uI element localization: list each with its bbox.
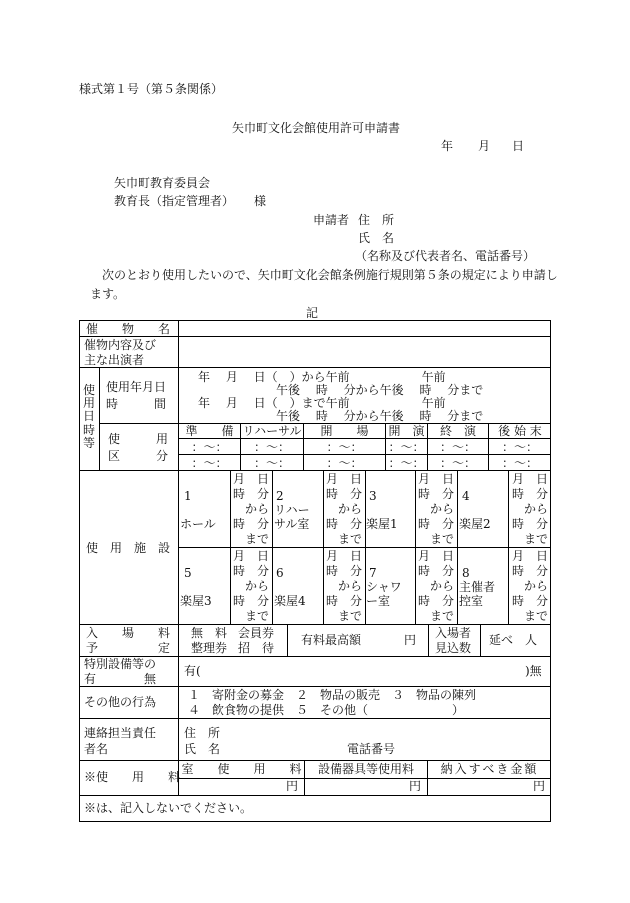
admission-total-persons: 延べ 人 (489, 633, 538, 647)
facility-1-name: ホール (180, 517, 216, 531)
admission-free: 無 料 (191, 626, 228, 640)
facility-3-time-1: 時 分 (417, 487, 454, 501)
label-admission-2: 予 定 (86, 641, 171, 655)
contact-phone: 電話番号 (347, 742, 396, 756)
table-note: ※は、記入しないでください。 (84, 801, 253, 815)
date-month: 月 (478, 139, 491, 153)
fee-room: 室 使 用 料 (181, 762, 302, 776)
facility-7-name-2: ー室 (366, 594, 391, 608)
facility-8-md-1: 月 日 (511, 549, 548, 563)
facility-6-time-1: 時 分 (325, 564, 362, 578)
ki-mark: 記 (306, 306, 319, 320)
fee-room-yen: 円 (286, 779, 299, 793)
facility-5-num: 5 (184, 566, 192, 580)
facility-3-md-1: 月 日 (417, 472, 454, 486)
facility-2-name-2: サル室 (274, 517, 310, 531)
contact-address: 住 所 (184, 726, 221, 740)
facility-6-name: 楽屋4 (274, 594, 306, 608)
facility-5-from: から (244, 579, 269, 593)
applicant-address: 住 所 (358, 213, 395, 227)
facility-8-name-1: 主催者 (459, 580, 496, 594)
facility-4-md-1: 月 日 (511, 472, 548, 486)
facility-1-until: まで (244, 532, 269, 546)
date-day: 日 (512, 139, 525, 153)
facility-8-time-1: 時 分 (511, 564, 548, 578)
other-line-1: １ 寄附金の募金 ２ 物品の販売 ３ 物品の陳列 (188, 688, 477, 702)
label-special-2: 有 無 (84, 672, 157, 686)
facility-2-num: 2 (276, 489, 284, 503)
time-end-2: ：～： (439, 456, 476, 470)
division-prep: 準 備 (185, 424, 234, 438)
facility-4-from: から (523, 502, 548, 516)
label-other: その他の行為 (84, 695, 157, 709)
facility-4-until: まで (523, 532, 548, 546)
facility-7-time-1: 時 分 (417, 564, 454, 578)
facility-2-until: まで (337, 532, 362, 546)
special-no: )無 (525, 664, 542, 678)
label-date-2: 時 間 (106, 397, 167, 411)
division-open: 開 場 (320, 424, 369, 438)
admission-members: 会員券 (238, 626, 275, 640)
facility-5-time-1: 時 分 (232, 564, 269, 578)
facility-3-name: 楽屋1 (366, 517, 398, 531)
applicant-name: 氏 名 (358, 231, 395, 245)
facility-2-md-1: 月 日 (325, 472, 362, 486)
time-rehearsal-2: ：～： (253, 456, 290, 470)
facility-7-md-1: 月 日 (417, 549, 454, 563)
facility-7-until: まで (429, 609, 454, 623)
facility-2-from: から (337, 502, 362, 516)
facility-6-from: から (337, 579, 362, 593)
facility-8-num: 8 (462, 566, 470, 580)
special-yes: 有( (184, 664, 201, 678)
facility-2-time-1: 時 分 (325, 487, 362, 501)
date-year: 年 (441, 139, 454, 153)
label-facilities: 使 用 施 設 (86, 541, 171, 555)
facility-8-until: まで (523, 609, 548, 623)
facility-1-num: 1 (184, 489, 192, 503)
facility-4-name: 楽屋2 (459, 517, 491, 531)
document-title: 矢巾町文化会館使用許可申請書 (232, 121, 401, 135)
facility-5-time-2: 時 分 (232, 594, 269, 608)
facility-3-time-2: 時 分 (417, 517, 454, 531)
label-special-1: 特別設備等の (84, 657, 157, 671)
admission-ticket: 整理券 (191, 641, 228, 655)
facility-5-md-1: 月 日 (232, 549, 269, 563)
facility-8-time-2: 時 分 (511, 594, 548, 608)
label-admission-1: 入 場 料 (86, 626, 171, 640)
time-rehearsal-1: ：～： (253, 440, 290, 454)
division-end: 終 演 (439, 424, 476, 438)
date-line-1: 年 月 日（ ）から午前 午前 (198, 370, 446, 384)
facility-8-from: から (523, 579, 548, 593)
contact-name: 氏 名 (184, 742, 221, 756)
time-start-1: ：～： (388, 440, 425, 454)
label-fee: ※使 用 料 (84, 770, 181, 784)
fee-equipment: 設備器具等使用料 (317, 762, 414, 776)
date-line-3: 年 月 日（ ）まで午前 午前 (198, 396, 446, 410)
facility-1-time-1: 時 分 (232, 487, 269, 501)
fee-equipment-yen: 円 (409, 779, 422, 793)
admission-paid-max: 有料最高額 (301, 633, 362, 647)
time-end-1: ：～： (439, 440, 476, 454)
facility-6-until: まで (337, 609, 362, 623)
facility-3-until: まで (429, 532, 454, 546)
label-event-content-2: 主な出演者 (84, 353, 145, 367)
facility-7-num: 7 (369, 566, 377, 580)
facility-7-name-1: シャワ (366, 580, 402, 594)
admission-yen: 円 (404, 633, 417, 647)
addressee-person: 教育長（指定管理者） (114, 194, 235, 208)
facility-5-name: 楽屋3 (180, 594, 212, 608)
label-event-content-1: 催物内容及び (84, 338, 157, 352)
label-division-1: 使 用 (108, 432, 169, 446)
facility-7-from: から (429, 579, 454, 593)
division-cleanup: 後 始 末 (498, 424, 542, 438)
intro-line2: ます。 (90, 287, 126, 301)
facility-2-name-1: リハー (274, 503, 310, 517)
facility-6-num: 6 (276, 566, 284, 580)
facility-8-name-2: 控室 (459, 594, 484, 608)
label-division-2: 区 分 (108, 449, 169, 463)
label-date-1: 使用年月日 (106, 380, 167, 394)
time-cleanup-2: ：～： (501, 456, 538, 470)
time-open-2: ：～： (326, 456, 363, 470)
facility-6-time-2: 時 分 (325, 594, 362, 608)
admission-expected-1: 入場者 (435, 626, 472, 640)
facility-3-from: から (429, 502, 454, 516)
time-cleanup-1: ：～： (501, 440, 538, 454)
intro-line1: 次のとおり使用したいので、矢巾町文化会館条例施行規則第５条の規定により申請し (102, 268, 558, 282)
facility-2-time-2: 時 分 (325, 517, 362, 531)
addressee-org: 矢巾町教育委員会 (114, 176, 211, 190)
facility-4-time-2: 時 分 (511, 517, 548, 531)
facility-7-time-2: 時 分 (417, 594, 454, 608)
facility-5-until: まで (244, 609, 269, 623)
fee-total-yen: 円 (533, 779, 546, 793)
addressee-honorific: 様 (254, 194, 267, 208)
applicant-note: （名称及び代表者名、電話番号） (355, 249, 536, 263)
label-usage: 使用日時等 (82, 383, 95, 450)
fee-total: 納入すべき金額 (440, 762, 539, 776)
division-rehearsal: リハーサル (242, 424, 302, 438)
division-start: 開 演 (388, 424, 425, 438)
time-prep-1: ：～： (191, 440, 228, 454)
time-prep-2: ：～： (191, 456, 228, 470)
admission-expected-2: 見込数 (435, 641, 472, 655)
facility-1-from: から (244, 502, 269, 516)
facility-3-num: 3 (369, 489, 377, 503)
time-open-1: ：～： (326, 440, 363, 454)
label-contact-2: 者名 (84, 742, 109, 756)
facility-4-num: 4 (462, 489, 470, 503)
date-line-4: 午後 時 分から午後 時 分まで (276, 409, 484, 423)
label-event-name: 催 物 名 (86, 322, 171, 336)
date-line-2: 午後 時 分から午後 時 分まで (276, 383, 484, 397)
other-line-2: ４ 飲食物の提供 ５ その他（ ） (188, 703, 465, 717)
form-number: 様式第１号（第５条関係） (79, 82, 224, 96)
facility-1-time-2: 時 分 (232, 517, 269, 531)
facility-4-time-1: 時 分 (511, 487, 548, 501)
facility-6-md-1: 月 日 (325, 549, 362, 563)
facility-1-md-1: 月 日 (232, 472, 269, 486)
label-contact-1: 連絡担当責任 (84, 726, 157, 740)
time-start-2: ：～： (388, 456, 425, 470)
applicant-label: 申請者 (313, 213, 350, 227)
admission-invite: 招 待 (238, 641, 275, 655)
